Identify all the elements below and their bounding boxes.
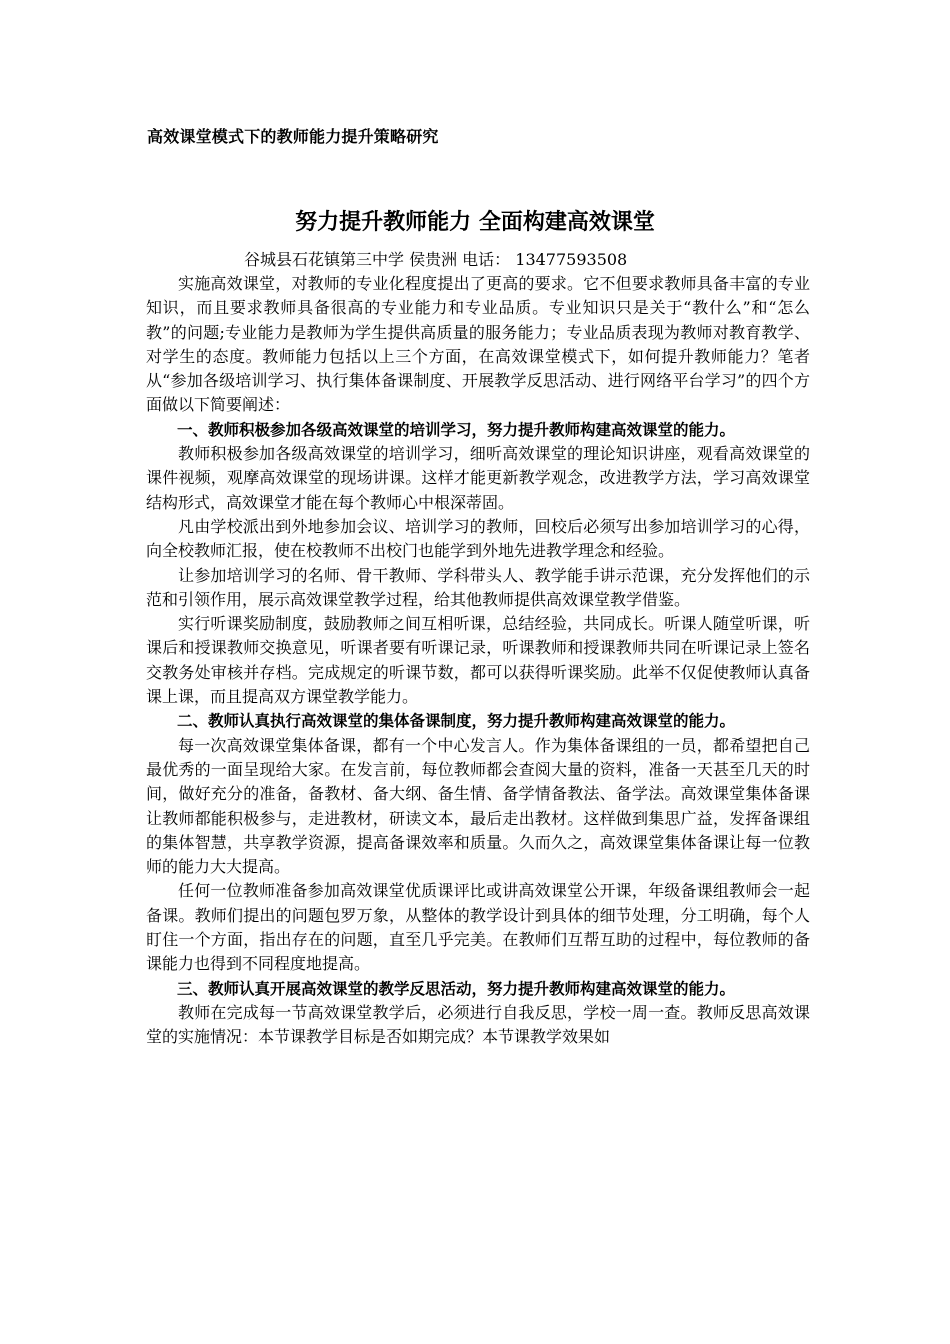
body-paragraph: 教师在完成每一节高效课堂教学后，必须进行自我反思，学校一周一查。教师反思高效课堂的实施情况：本节课教学目标是否如期完成？本节课教学效果如 xyxy=(146,1002,810,1047)
author-byline: 谷城县石花镇第三中学 侯贵洲 电话： 13477593508 xyxy=(244,250,628,269)
section-heading-3: 三、教师认真开展高效课堂的教学反思活动，努力提升教师构建高效课堂的能力。 xyxy=(177,979,736,998)
section-heading-1: 一、教师积极参加各级高效课堂的培训学习，努力提升教师构建高效课堂的能力。 xyxy=(177,420,736,439)
intro-paragraph: 实施高效课堂，对教师的专业化程度提出了更高的要求。它不但要求教师具备丰富的专业知识，而且要求教师具备很高的专业能力和专业品质。专业知识只是关于“教什么”和“怎么教”的问题;专业能力是教师为学生提供高质量的服务能力；专业品质表现为教师对教育教学、对学生的态度。教师能力包括以上三个方面，在高效课堂模式下，如何提升教师能力？笔者从“参加各级培训学习、执行集体备课制度、开展教学反思活动、进行网络平台学习”的四个方面做以下简要阐述： xyxy=(146,274,810,415)
body-paragraph: 任何一位教师准备参加高效课堂优质课评比或讲高效课堂公开课，年级备课组教师会一起备课。教师们提出的问题包罗万象，从整体的教学设计到具体的细节处理，分工明确，每个人盯住一个方面，指出存在的问题，直至几乎完美。在教师们互帮互助的过程中，每位教师的备课能力也得到不同程度地提高。 xyxy=(146,881,810,974)
body-paragraph: 实行听课奖励制度，鼓励教师之间互相听课，总结经验，共同成长。听课人随堂听课，听课后和授课教师交换意见，听课者要有听课记录，听课教师和授课教师共同在听课记录上签名交教务处审核并存档。完成规定的听课节数，都可以获得听课奖励。此举不仅促使教师认真备课上课，而且提高双方课堂教学能力。 xyxy=(146,614,810,707)
article-title: 努力提升教师能力 全面构建高效课堂 xyxy=(295,210,655,235)
section-heading-2: 二、教师认真执行高效课堂的集体备课制度，努力提升教师构建高效课堂的能力。 xyxy=(177,712,736,731)
body-paragraph: 凡由学校派出到外地参加会议、培训学习的教师，回校后必须写出参加培训学习的心得，向全校教师汇报，使在校教师不出校门也能学到外地先进教学理念和经验。 xyxy=(146,516,810,561)
article-body xyxy=(146,272,810,1050)
body-paragraph: 让参加培训学习的名师、骨干教师、学科带头人、教学能手讲示范课，充分发挥他们的示范和引领作用，展示高效课堂教学过程，给其他教师提供高效课堂教学借鉴。 xyxy=(146,565,810,609)
body-paragraph: 每一次高效课堂集体备课，都有一个中心发言人。作为集体备课组的一员，都希望把自己最优秀的一面呈现给大家。在发言前，每位教师都会查阅大量的资料，准备一天甚至几天的时间，做好充分的准备，备教材、备大纲、备生情、备学情备教法、备学法。高效课堂集体备课让教师都能积极参与，走进教材，研读文本，最后走出教材。这样做到集思广益，发挥备课组的集体智慧，共享教学资源，提高备课效率和质量。久而久之，高效课堂集体备课让每一位教师的能力大大提高。 xyxy=(146,735,810,877)
document-header-title: 高效课堂模式下的教师能力提升策略研究 xyxy=(147,127,439,146)
body-paragraph: 教师积极参加各级高效课堂的培训学习，细听高效课堂的理论知识讲座，观看高效课堂的课件视频，观摩高效课堂的现场讲课。这样才能更新教学观念，改进教学方法，学习高效课堂结构形式，高效课堂才能在每个教师心中根深蒂固。 xyxy=(146,444,810,512)
